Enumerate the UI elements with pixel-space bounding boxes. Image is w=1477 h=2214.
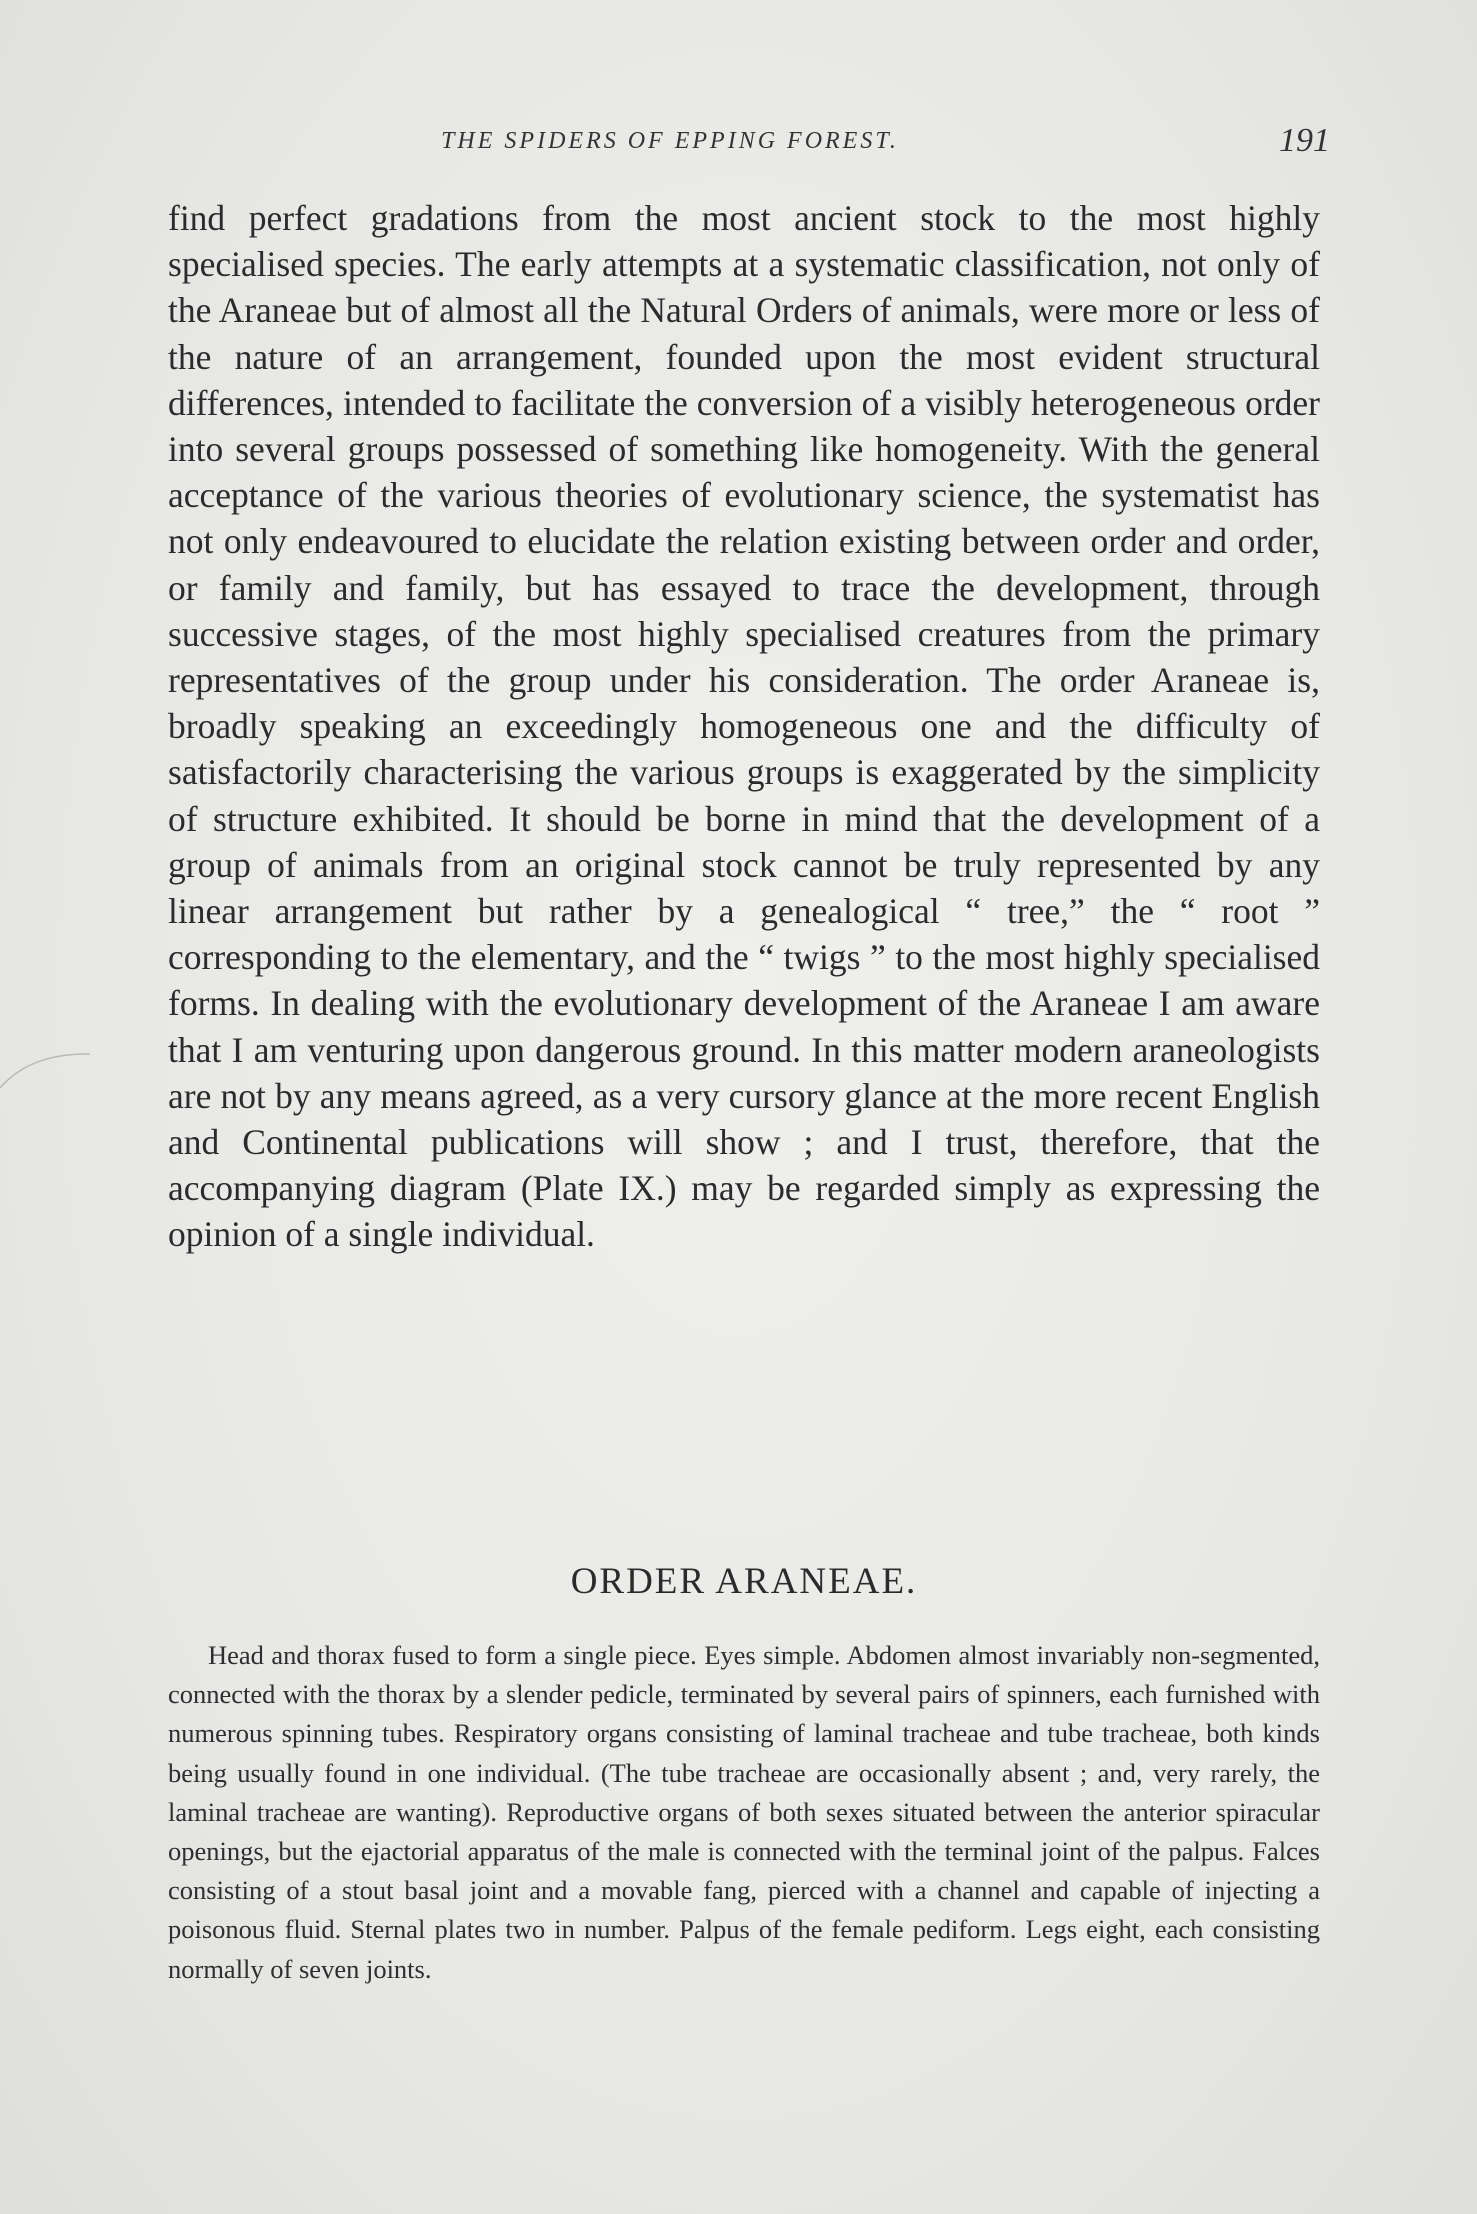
section-heading: ORDER ARANEAE. (570, 1561, 918, 1602)
running-title: THE SPIDERS OF EPPING FOREST. (441, 128, 899, 154)
definition-paragraph: Head and thorax fused to form a single piece. Eyes simple. Abdomen almost invariably non-segmented, connected with the thorax by a slender pedicle, terminated by several pairs of spinners, each furnished with numerous spinning tubes. Respiratory organs consisting of laminal tracheae and tube tracheae, both kinds being usually found in one individual. (The tube tracheae are occasionally absent ; and, very rarely, the laminal tracheae are wanting). Reproductive organs of both sexes situated between the anterior spiracular openings, but the ejactorial apparatus of the male is connected with the terminal joint of the palpus. Falces consisting of a stout basal joint and a movable fang, pierced with a channel and capable of injecting a poisonous fluid. Sternal plates two in number. Palpus of the female pediform. Legs eight, each consisting normally of seven joints. (168, 1640, 1320, 1984)
order-definition (168, 1636, 1320, 1989)
page-number: 191 (1279, 122, 1330, 159)
body-paragraph: find perfect gradations from the most ancient stock to the most highly specialised species. The early attempts at a systematic classification, not only of the Araneae but of almost all the Natural Orders of animals, were more or less of the nature of an arrangement, founded upon the most evident structural differences, intended to facilitate the conversion of a visibly heterogeneous order into several groups possessed of something like homogeneity. With the general acceptance of the various theories of evolutionary science, the systematist has not only endeavoured to elucidate the relation existing between order and order, or family and family, but has essayed to trace the development, through successive stages, of the most highly specialised creatures from the primary representatives of the group under his consideration. The order Araneae is, broadly speaking an exceedingly homogeneous one and the difficulty of satisfactorily characterising the various groups is exaggerated by the simplicity of structure exhibited. It should be borne in mind that the development of a group of animals from an original stock cannot be truly represented by any linear arrangement but rather by a genealogical “ tree,” the “ root ” corresponding to the elementary, and the “ twigs ” to the most highly specialised forms. In dealing with the evolutionary development of the Araneae I am aware that I am venturing upon dangerous ground. In this matter modern araneologists are not by any means agreed, as a very cursory glance at the more recent English and Continental publications will show ; and I trust, therefore, that the accompanying diagram (Plate IX.) may be regarded simply as expressing the opinion of a single individual. (168, 198, 1320, 1255)
running-head (170, 122, 1330, 162)
body-text (168, 195, 1320, 1258)
page-edge-mark (0, 1048, 90, 1088)
